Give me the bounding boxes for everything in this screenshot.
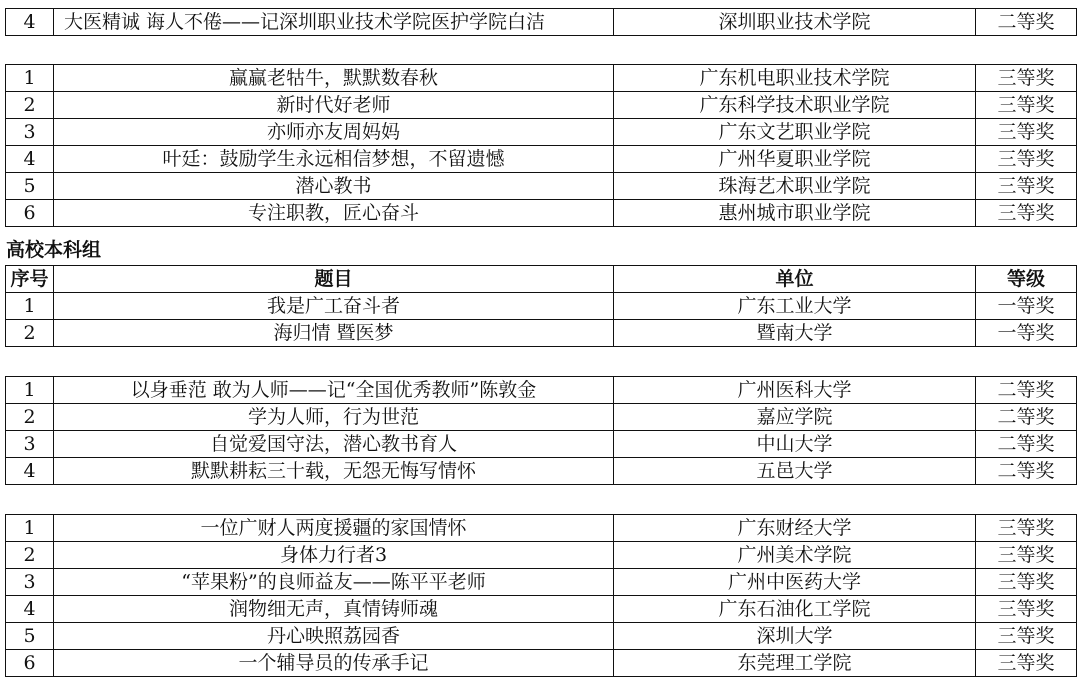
cell-level: 三等奖 [976,200,1077,227]
header-title: 题目 [54,266,614,293]
cell-title: 一位广财人两度援疆的家国情怀 [54,515,614,542]
cell-title: 身体力行者3 [54,542,614,569]
table-row [6,623,1077,650]
cell-no: 4 [6,596,54,623]
cell-title: “苹果粉”的良师益友——陈平平老师 [54,569,614,596]
cell-no: 4 [6,9,54,36]
cell-level: 三等奖 [976,65,1077,92]
cell-level: 三等奖 [976,623,1077,650]
cell-no: 2 [6,92,54,119]
cell-title: 赢赢老牯牛，默默数春秋 [54,65,614,92]
cell-unit: 广东财经大学 [614,515,976,542]
cell-unit: 东莞理工学院 [614,650,976,677]
cell-no: 6 [6,200,54,227]
cell-level: 三等奖 [976,542,1077,569]
cell-title: 叶廷：鼓励学生永远相信梦想，不留遗憾 [54,146,614,173]
table-row [6,173,1077,200]
cell-title: 以身垂范 敢为人师——记“全国优秀教师”陈敦金 [54,377,614,404]
cell-unit: 五邑大学 [614,458,976,485]
cell-title: 丹心映照荔园香 [54,623,614,650]
table-row [6,320,1077,347]
cell-title: 大医精诚 诲人不倦——记深圳职业技术学院医护学院白洁 [54,9,614,36]
table-row [6,65,1077,92]
cell-title: 一个辅导员的传承手记 [54,650,614,677]
cell-title: 专注职教，匠心奋斗 [54,200,614,227]
cell-unit: 广东石油化工学院 [614,596,976,623]
cell-no: 1 [6,377,54,404]
table-row [6,431,1077,458]
cell-level: 三等奖 [976,650,1077,677]
cell-no: 6 [6,650,54,677]
cell-level: 三等奖 [976,569,1077,596]
header-level: 等级 [976,266,1077,293]
cell-level: 一等奖 [976,293,1077,320]
cell-no: 3 [6,569,54,596]
cell-no: 1 [6,515,54,542]
cell-no: 2 [6,404,54,431]
cell-unit: 嘉应学院 [614,404,976,431]
cell-level: 二等奖 [976,431,1077,458]
table-row [6,458,1077,485]
cell-title: 润物细无声，真情铸师魂 [54,596,614,623]
table-header-row [6,266,1077,293]
cell-level: 一等奖 [976,320,1077,347]
table-row [6,515,1077,542]
table-row [6,650,1077,677]
table-row [6,542,1077,569]
table-row [6,9,1077,36]
cell-unit: 广州医科大学 [614,377,976,404]
cell-title: 潜心教书 [54,173,614,200]
cell-level: 二等奖 [976,404,1077,431]
cell-unit: 广东工业大学 [614,293,976,320]
cell-unit: 广州中医药大学 [614,569,976,596]
cell-title: 海归情 暨医梦 [54,320,614,347]
award-table-undergrad-third [5,514,1077,677]
table-row [6,596,1077,623]
cell-no: 4 [6,458,54,485]
cell-level: 三等奖 [976,173,1077,200]
cell-title: 默默耕耘三十载，无怨无悔写情怀 [54,458,614,485]
cell-level: 三等奖 [976,146,1077,173]
table-row [6,200,1077,227]
cell-unit: 广东机电职业技术学院 [614,65,976,92]
header-unit: 单位 [614,266,976,293]
cell-unit: 惠州城市职业学院 [614,200,976,227]
cell-unit: 广东科学技术职业学院 [614,92,976,119]
cell-no: 3 [6,119,54,146]
cell-no: 4 [6,146,54,173]
cell-unit: 中山大学 [614,431,976,458]
cell-title: 新时代好老师 [54,92,614,119]
cell-no: 2 [6,542,54,569]
cell-level: 二等奖 [976,377,1077,404]
cell-level: 二等奖 [976,458,1077,485]
cell-title: 我是广工奋斗者 [54,293,614,320]
cell-no: 2 [6,320,54,347]
cell-no: 3 [6,431,54,458]
cell-level: 三等奖 [976,515,1077,542]
cell-level: 三等奖 [976,92,1077,119]
cell-title: 自觉爱国守法，潜心教书育人 [54,431,614,458]
cell-level: 三等奖 [976,119,1077,146]
table-row [6,92,1077,119]
table-row [6,146,1077,173]
cell-unit: 广州美术学院 [614,542,976,569]
award-table-undergrad-first [5,265,1077,347]
table-row [6,569,1077,596]
cell-unit: 广州华夏职业学院 [614,146,976,173]
cell-level: 二等奖 [976,9,1077,36]
cell-no: 5 [6,173,54,200]
cell-unit: 暨南大学 [614,320,976,347]
cell-title: 学为人师，行为世范 [54,404,614,431]
cell-unit: 深圳大学 [614,623,976,650]
header-no: 序号 [6,266,54,293]
award-table-vocational-second [5,8,1077,36]
table-row [6,404,1077,431]
cell-unit: 珠海艺术职业学院 [614,173,976,200]
table-row [6,293,1077,320]
cell-unit: 深圳职业技术学院 [614,9,976,36]
award-table-undergrad-second [5,376,1077,485]
cell-no: 1 [6,293,54,320]
table-row [6,377,1077,404]
cell-level: 三等奖 [976,596,1077,623]
award-table-vocational-third [5,64,1077,227]
cell-no: 5 [6,623,54,650]
cell-no: 1 [6,65,54,92]
cell-unit: 广东文艺职业学院 [614,119,976,146]
table-row [6,119,1077,146]
cell-title: 亦师亦友周妈妈 [54,119,614,146]
section-title: 高校本科组 [6,239,102,261]
